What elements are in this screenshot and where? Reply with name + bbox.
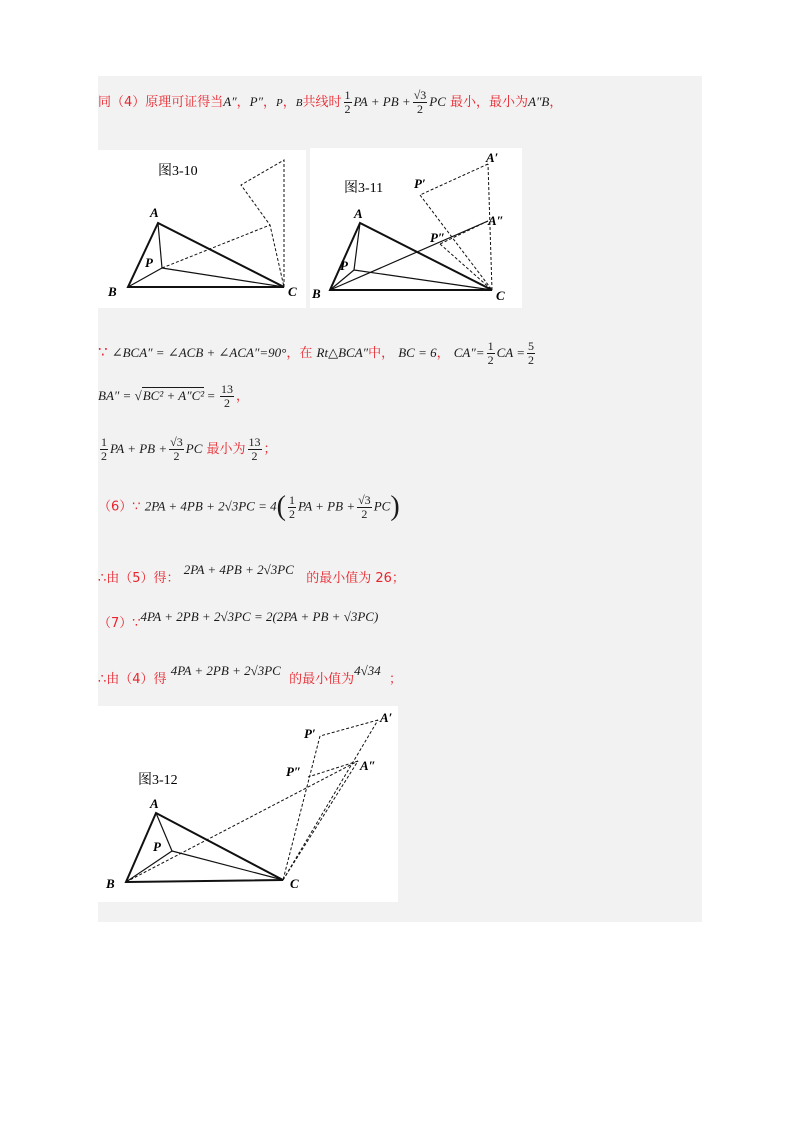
- svg-text:C: C: [496, 288, 505, 303]
- svg-text:A″: A″: [360, 758, 376, 773]
- dashed-a1-p1: [420, 164, 488, 195]
- figure-caption: 图3-10: [158, 164, 198, 179]
- line-right-angle: ∵ ∠BCA″ = ∠ACB + ∠ACA″=90°，在 Rt△BCA″中， BC = 6， CA″= $\frac{1}{2}$ CA = $\frac{5}{2}$: [98, 339, 534, 367]
- line-result-5: ∴由（5）得： 2PA + 4PB + 2√3PC 的最小值为 26；: [98, 562, 405, 586]
- dashed-a2-p2: [440, 221, 488, 244]
- dashed-a1-p1: [320, 720, 378, 736]
- fraction-sqrt3-over-2: $\frac{√3}{2}$: [413, 88, 427, 116]
- svg-text:A″: A″: [488, 213, 504, 228]
- svg-text:B: B: [108, 284, 117, 299]
- line-result-4: ∴由（4）得 4PA + 2PB + 2√3PC 的最小值为4√34 ；: [98, 663, 403, 687]
- figure-3-10: [98, 150, 306, 308]
- fraction-one-half: $\frac{1}{2}$: [344, 88, 351, 116]
- svg-text:P″: P″: [430, 230, 446, 245]
- figure-3-10-drawing: [98, 150, 306, 308]
- dashed-c-a1: [283, 720, 378, 880]
- figure-3-11: [310, 148, 522, 308]
- figure-caption: 图3-12: [138, 773, 178, 788]
- svg-text:A: A: [354, 206, 363, 221]
- triangle-abc: [126, 813, 283, 882]
- dashed-line-p: [162, 225, 270, 268]
- figure-3-12-drawing: [98, 706, 398, 902]
- line-case-6: （6）∵ 2PA + 4PB + 2√3PC = 4( $\frac{1}{2}$ PA + PB + $\frac{√3}{2}$ PC): [98, 491, 400, 522]
- svg-text:P: P: [340, 258, 348, 273]
- svg-text:C: C: [288, 284, 297, 299]
- segment-pc: [172, 851, 283, 880]
- figure-3-11-drawing: [310, 148, 522, 308]
- svg-text:P: P: [145, 255, 153, 270]
- dashed-p1-c: [283, 736, 320, 880]
- line-b-a2: [330, 221, 488, 290]
- svg-text:A′: A′: [380, 710, 393, 725]
- svg-text:B: B: [312, 286, 321, 301]
- svg-text:P: P: [153, 839, 161, 854]
- svg-text:B: B: [106, 876, 115, 891]
- segment-pa: [158, 223, 162, 268]
- segment-ac: [156, 813, 283, 880]
- figure-caption: 图3-11: [344, 181, 384, 196]
- line-collinear-condition: 同（4）原理可证得当A″，P″，P，B共线时 $\frac{1}{2}$ PA + PB + $\frac{√3}{2}$ PC 最小，最小为A″B，: [98, 88, 563, 116]
- line-minimum-13-2: $\frac{1}{2}$ PA + PB + $\frac{√3}{2}$ PC 最小为 $\frac{13}{2}$ ；: [101, 435, 277, 463]
- figure-3-12: [98, 706, 398, 902]
- line-case-7: （7）∵4PA + 2PB + 2√3PC = 2(2PA + PB + √3PC): [98, 609, 379, 631]
- svg-text:A: A: [150, 796, 159, 811]
- svg-text:P″: P″: [286, 764, 302, 779]
- line-ba-length: BA″ = √BC² + A″C² = $\frac{13}{2}$ ，: [98, 382, 250, 410]
- dashed-a2-p2: [308, 761, 358, 777]
- svg-text:C: C: [290, 876, 299, 891]
- svg-text:P′: P′: [304, 726, 316, 741]
- svg-text:A: A: [150, 205, 159, 220]
- svg-text:A′: A′: [486, 150, 499, 165]
- svg-text:P′: P′: [414, 176, 426, 191]
